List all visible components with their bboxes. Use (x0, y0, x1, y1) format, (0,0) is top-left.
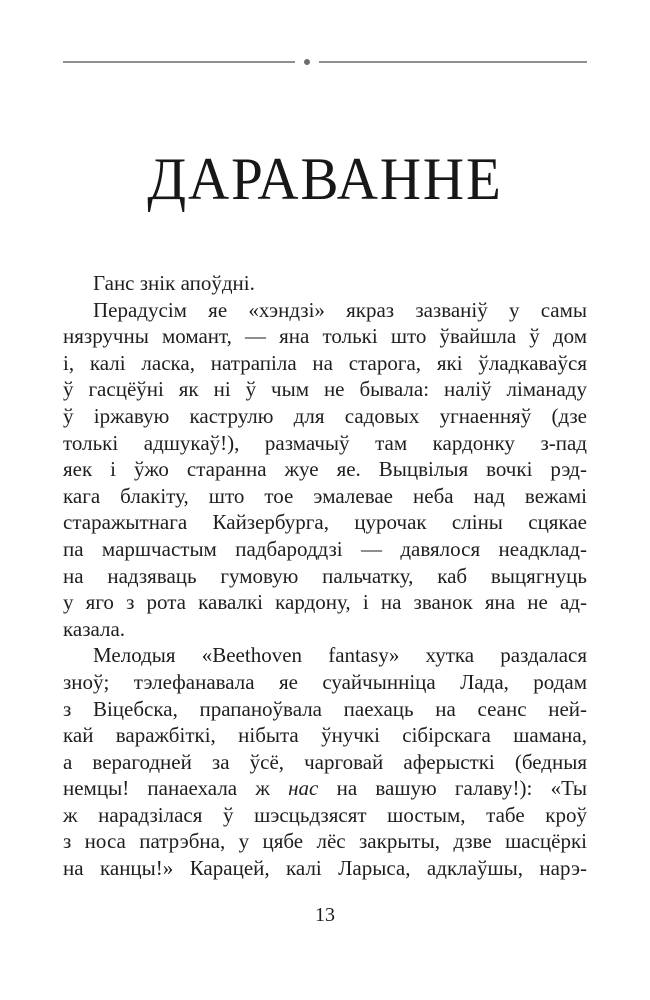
body-text (63, 270, 587, 882)
italic-text-segment: нас (288, 776, 319, 801)
text-line (63, 642, 587, 669)
header-rule-right (319, 61, 587, 63)
text-line (63, 456, 587, 483)
text-line (63, 350, 587, 377)
text-line (63, 669, 587, 696)
text-line (63, 270, 587, 297)
text-segment: Ганс знік апоўдні. (93, 271, 255, 295)
text-segment: казала. (63, 616, 126, 641)
text-segment: па маршчастым падбароддзі — давялося неадклад- (63, 536, 587, 561)
text-segment: яек і ўжо старанна жуе яе. Выцвілыя вочкі рэд- (63, 457, 587, 482)
text-segment: з носа патрэбна, у цябе лёс закрыты, дзве шасцёркі (63, 829, 587, 854)
text-line (63, 696, 587, 723)
text-line (63, 589, 587, 616)
text-line (63, 563, 587, 590)
text-line (63, 616, 587, 643)
text-segment: на канцы!» Карацей, калі Ларыса, адклаўшы, нарэ- (63, 856, 587, 881)
text-line (63, 483, 587, 510)
text-line (63, 828, 587, 855)
text-line (63, 430, 587, 457)
page-number: 13 (315, 903, 335, 926)
chapter-title: ДАРАВАННЕ (147, 146, 503, 212)
text-segment: кай варажбіткі, нібыта ўнучкі сібірскага шамана, (63, 723, 587, 748)
text-line (63, 323, 587, 350)
text-line (63, 509, 587, 536)
text-segment: зноў; тэлефанавала яе суайчынніца Лада, родам (63, 669, 587, 694)
text-segment: на вашую галаву!): «Ты (318, 776, 587, 801)
header-dot-icon (304, 59, 310, 65)
text-segment: старажытнага Кайзербурга, цурочак сліны сцякае (63, 510, 587, 535)
text-segment: кага блакіту, што тое эмалевае неба над вежамі (63, 483, 587, 508)
text-segment: у яго з рота кавалкі кардону, і на званок яна не ад- (63, 590, 587, 615)
text-line (63, 855, 587, 882)
text-segment: Перадусім яе «хэндзі» якраз зазваніў у самы (93, 297, 587, 322)
text-segment: з Віцебска, прапаноўвала паехаць на сеанс ней- (63, 696, 587, 721)
text-segment: ў іржавую каструлю для садовых угнаенняў (дзе (63, 403, 587, 428)
text-segment: а верагодней за ўсё, чарговай аферысткі (бедныя (63, 749, 587, 774)
text-line (63, 749, 587, 776)
text-line (63, 403, 587, 430)
header-rule-left (63, 61, 295, 63)
text-segment: нязручны момант, — яна толькі што ўвайшла ў дом (63, 324, 587, 349)
text-segment: ж нарадзілася ў шэсцьдзясят шостым, табе кроў (63, 802, 587, 827)
text-line (63, 536, 587, 563)
header-ornament (63, 58, 587, 66)
text-segment: на надзяваць гумовую пальчатку, каб выцягнуць (63, 563, 587, 588)
text-segment: немцы! панаехала ж (63, 776, 289, 801)
text-line (63, 376, 587, 403)
text-segment: і, калі ласка, натрапіла на старога, які ўладкаваўся (63, 350, 587, 375)
text-line (63, 297, 587, 324)
text-segment: Мелодыя «Beethoven fantasy» хутка раздалася (93, 643, 587, 668)
text-line (63, 775, 587, 802)
text-line (63, 802, 587, 829)
text-segment: ў гасцёўні як ні ў чым не бывала: наліў ліманаду (63, 377, 587, 402)
text-line (63, 722, 587, 749)
text-segment: толькі адшукаў!), размачыў там кардонку з-пад (63, 430, 587, 455)
